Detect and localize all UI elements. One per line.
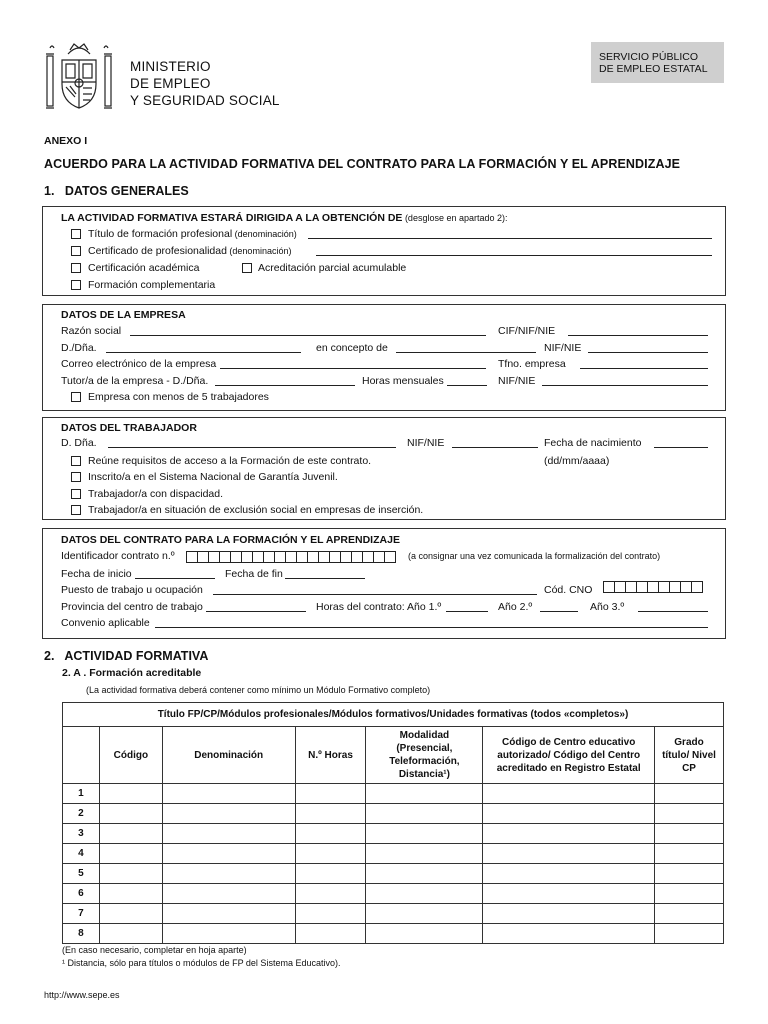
agreement-label: Convenio aplicable xyxy=(61,617,150,629)
small-company-label: Empresa con menos de 5 trabajadores xyxy=(88,391,269,403)
cell-codigo[interactable] xyxy=(99,864,162,884)
cell-modalidad[interactable] xyxy=(366,824,483,844)
hours-year2-field[interactable] xyxy=(540,611,578,612)
section2-heading: 2. ACTIVIDAD FORMATIVA xyxy=(44,649,209,663)
monthly-hours-label: Horas mensuales xyxy=(362,375,444,387)
cell-modalidad[interactable] xyxy=(366,884,483,904)
col-codigo-header: Código xyxy=(99,727,162,784)
tutor-label: Tutor/a de la empresa - D./Dña. xyxy=(61,375,209,387)
birth-date-format: (dd/mm/aaaa) xyxy=(544,455,610,467)
section2a-note: (La actividad formativa deberá contener como mínimo un Módulo Formativo completo) xyxy=(86,685,431,695)
cell-centro[interactable] xyxy=(483,904,655,924)
cell-codigo[interactable] xyxy=(99,804,162,824)
agency-line-2: DE EMPLEO ESTATAL xyxy=(599,63,708,75)
cell-horas[interactable] xyxy=(295,844,366,864)
cell-centro[interactable] xyxy=(483,804,655,824)
cell-denominacion[interactable] xyxy=(162,844,295,864)
tutor-nif-field[interactable] xyxy=(542,385,708,386)
row-number: 1 xyxy=(63,784,100,804)
hours-year3-label: Año 3.º xyxy=(590,601,625,613)
row-number: 8 xyxy=(63,924,100,944)
ministry-name xyxy=(130,58,280,109)
titulo-note: (denominación) xyxy=(232,229,297,239)
col-centro-header: Código de Centro educativo autorizado/ Código del Centro acreditado en Registro Estatal xyxy=(483,727,655,784)
ministry-line-2: DE EMPLEO xyxy=(130,76,211,91)
representative-nif-label: NIF/NIE xyxy=(544,342,582,354)
province-label: Provincia del centro de trabajo xyxy=(61,601,203,613)
objective-heading-bold: LA ACTIVIDAD FORMATIVA ESTARÁ DIRIGIDA A LA OBTENCIÓN DE xyxy=(61,212,403,224)
col-modalidad-header: Modalidad (Presencial, Teleformación, Distancia¹) xyxy=(366,727,483,784)
cell-modalidad[interactable] xyxy=(366,864,483,884)
section2a-heading: 2. A . Formación acreditable xyxy=(62,667,202,679)
table-row xyxy=(63,824,724,844)
table-row xyxy=(63,804,724,824)
annex-label: ANEXO I xyxy=(44,135,88,147)
cell-modalidad[interactable] xyxy=(366,804,483,824)
cell-grado[interactable] xyxy=(655,824,724,844)
contract-id-note: (a consignar una vez comunicada la formalización del contrato) xyxy=(408,551,661,561)
row-number: 4 xyxy=(63,844,100,864)
concepto-field[interactable] xyxy=(396,352,536,353)
certificado-checkbox[interactable] xyxy=(71,246,81,256)
hours-year3-field[interactable] xyxy=(638,611,708,612)
end-date-field[interactable] xyxy=(285,578,365,579)
razon-social-field[interactable] xyxy=(130,335,486,336)
worker-heading: DATOS DEL TRABAJADOR xyxy=(61,422,197,434)
certificacion-checkbox[interactable] xyxy=(71,263,81,273)
worker-name-field[interactable] xyxy=(108,447,396,448)
cell-modalidad[interactable] xyxy=(366,844,483,864)
cell-centro[interactable] xyxy=(483,784,655,804)
table-row xyxy=(63,924,724,944)
agency-badge xyxy=(591,42,724,83)
tutor-field[interactable] xyxy=(215,385,355,386)
cell-horas[interactable] xyxy=(295,884,366,904)
cell-horas[interactable] xyxy=(295,904,366,924)
col-empty-header xyxy=(63,727,100,784)
exclusion-checkbox[interactable] xyxy=(71,505,81,515)
footnote-distancia: ¹ Distancia, sólo para títulos o módulos de FP del Sistema Educativo). xyxy=(62,958,341,968)
start-date-field[interactable] xyxy=(135,578,215,579)
email-field[interactable] xyxy=(220,368,486,369)
disability-label: Trabajador/a con dispacidad. xyxy=(88,488,224,500)
document-title: ACUERDO PARA LA ACTIVIDAD FORMATIVA DEL CONTRATO PARA LA FORMACIÓN Y EL APRENDIZAJE xyxy=(44,157,681,171)
hours-year1-label: Horas del contrato: Año 1.º xyxy=(316,601,442,613)
cell-horas[interactable] xyxy=(295,864,366,884)
cell-grado[interactable] xyxy=(655,884,724,904)
cell-denominacion[interactable] xyxy=(162,924,295,944)
requisitos-label: Reúne requisitos de acceso a la Formación de este contrato. xyxy=(88,455,372,467)
birth-date-field[interactable] xyxy=(654,447,708,448)
disability-checkbox[interactable] xyxy=(71,489,81,499)
table-row xyxy=(63,844,724,864)
cell-denominacion[interactable] xyxy=(162,904,295,924)
cell-grado[interactable] xyxy=(655,784,724,804)
worker-nif-label: NIF/NIE xyxy=(407,437,445,449)
row-number: 7 xyxy=(63,904,100,924)
titulo-checkbox[interactable] xyxy=(71,229,81,239)
cell-horas[interactable] xyxy=(295,784,366,804)
contract-id-cells[interactable] xyxy=(187,551,396,563)
cell-modalidad[interactable] xyxy=(366,904,483,924)
ministry-line-1: MINISTERIO xyxy=(130,59,211,74)
representative-field[interactable] xyxy=(106,352,301,353)
cell-denominacion[interactable] xyxy=(162,864,295,884)
cell-denominacion[interactable] xyxy=(162,884,295,904)
agency-line-1: SERVICIO PÚBLICO xyxy=(599,51,699,63)
footer-url[interactable]: http://www.sepe.es xyxy=(44,990,120,1000)
cell-modalidad[interactable] xyxy=(366,924,483,944)
worker-name-label: D. Dña. xyxy=(61,437,97,449)
objective-heading xyxy=(61,212,508,224)
section1-heading: 1. DATOS GENERALES xyxy=(44,184,189,198)
cell-centro[interactable] xyxy=(483,844,655,864)
hours-year2-label: Año 2.º xyxy=(498,601,533,613)
modules-table xyxy=(62,702,724,944)
coat-of-arms-logo xyxy=(44,42,114,114)
cell-codigo[interactable] xyxy=(99,924,162,944)
table-row xyxy=(63,864,724,884)
email-label: Correo electrónico de la empresa xyxy=(61,358,217,370)
razon-social-label: Razón social xyxy=(61,325,122,337)
col-grado-header: Grado título/ Nivel CP xyxy=(655,727,724,784)
contract-id-label: Identificador contrato n.º xyxy=(61,550,175,562)
exclusion-label: Trabajador/a en situación de exclusión social en empresas de inserción. xyxy=(88,504,424,516)
row-number: 2 xyxy=(63,804,100,824)
cell-codigo[interactable] xyxy=(99,844,162,864)
ministry-line-3: Y SEGURIDAD SOCIAL xyxy=(130,93,280,108)
cell-grado[interactable] xyxy=(655,844,724,864)
representative-label: D./Dña. xyxy=(61,342,97,354)
row-number: 3 xyxy=(63,824,100,844)
cell-centro[interactable] xyxy=(483,924,655,944)
contract-heading: DATOS DEL CONTRATO PARA LA FORMACIÓN Y EL APRENDIZAJE xyxy=(61,534,400,546)
hours-year1-field[interactable] xyxy=(446,611,488,612)
cno-label: Cód. CNO xyxy=(544,584,593,596)
cif-field[interactable] xyxy=(568,335,708,336)
phone-label: Tfno. empresa xyxy=(498,358,566,370)
cif-label: CIF/NIF/NIE xyxy=(498,325,556,337)
job-field[interactable] xyxy=(213,594,537,595)
company-heading: DATOS DE LA EMPRESA xyxy=(61,309,186,321)
titulo-option xyxy=(88,228,297,240)
complementaria-label: Formación complementaria xyxy=(88,279,216,291)
requisitos-checkbox[interactable] xyxy=(71,456,81,466)
cell-codigo[interactable] xyxy=(99,784,162,804)
table-row xyxy=(63,884,724,904)
table-row xyxy=(63,904,724,924)
cno-cells[interactable] xyxy=(604,581,703,593)
certificado-label: Certificado de profesionalidad xyxy=(88,245,227,257)
cell-grado[interactable] xyxy=(655,864,724,884)
cell-grado[interactable] xyxy=(655,904,724,924)
cell-denominacion[interactable] xyxy=(162,824,295,844)
cell-centro[interactable] xyxy=(483,864,655,884)
cell-horas[interactable] xyxy=(295,804,366,824)
col-denominacion-header: Denominación xyxy=(162,727,295,784)
garantia-juvenil-label: Inscrito/a en el Sistema Nacional de Garantía Juvenil. xyxy=(88,471,338,483)
cell-codigo[interactable] xyxy=(99,824,162,844)
table-row xyxy=(63,784,724,804)
row-number: 6 xyxy=(63,884,100,904)
cell-denominacion[interactable] xyxy=(162,784,295,804)
certificado-option xyxy=(88,245,291,257)
acreditacion-checkbox[interactable] xyxy=(242,263,252,273)
tutor-nif-label: NIF/NIE xyxy=(498,375,536,387)
garantia-juvenil-checkbox[interactable] xyxy=(71,472,81,482)
cell-centro[interactable] xyxy=(483,824,655,844)
cell-centro[interactable] xyxy=(483,884,655,904)
cell-denominacion[interactable] xyxy=(162,804,295,824)
cell-grado[interactable] xyxy=(655,804,724,824)
certificado-field[interactable] xyxy=(316,255,712,256)
titulo-label: Título de formación profesional xyxy=(88,228,233,240)
modules-table-title: Título FP/CP/Módulos profesionales/Módulos formativos/Unidades formativas (todos «completos») xyxy=(63,703,724,727)
certificado-note: (denominación) xyxy=(226,246,292,256)
cell-horas[interactable] xyxy=(295,824,366,844)
phone-field[interactable] xyxy=(580,368,708,369)
col-horas-header: N.º Horas xyxy=(295,727,366,784)
footnote-extra-sheet: (En caso necesario, completar en hoja aparte) xyxy=(62,945,247,955)
monthly-hours-field[interactable] xyxy=(447,385,487,386)
complementaria-checkbox[interactable] xyxy=(71,280,81,290)
titulo-field[interactable] xyxy=(308,238,712,239)
representative-nif-field[interactable] xyxy=(588,352,708,353)
objective-heading-note: (desglose en apartado 2): xyxy=(402,213,508,223)
province-field[interactable] xyxy=(206,611,306,612)
end-date-label: Fecha de fin xyxy=(225,568,283,580)
cell-horas[interactable] xyxy=(295,924,366,944)
concepto-label: en concepto de xyxy=(316,342,388,354)
worker-nif-field[interactable] xyxy=(452,447,538,448)
cell-codigo[interactable] xyxy=(99,904,162,924)
row-number: 5 xyxy=(63,864,100,884)
certificacion-label: Certificación académica xyxy=(88,262,200,274)
small-company-checkbox[interactable] xyxy=(71,392,81,402)
cell-grado[interactable] xyxy=(655,924,724,944)
start-date-label: Fecha de inicio xyxy=(61,568,132,580)
agreement-field[interactable] xyxy=(155,627,708,628)
cell-codigo[interactable] xyxy=(99,884,162,904)
cell-modalidad[interactable] xyxy=(366,784,483,804)
acreditacion-label: Acreditación parcial acumulable xyxy=(258,262,407,274)
job-label: Puesto de trabajo u ocupación xyxy=(61,584,203,596)
birth-date-label: Fecha de nacimiento xyxy=(544,437,642,449)
